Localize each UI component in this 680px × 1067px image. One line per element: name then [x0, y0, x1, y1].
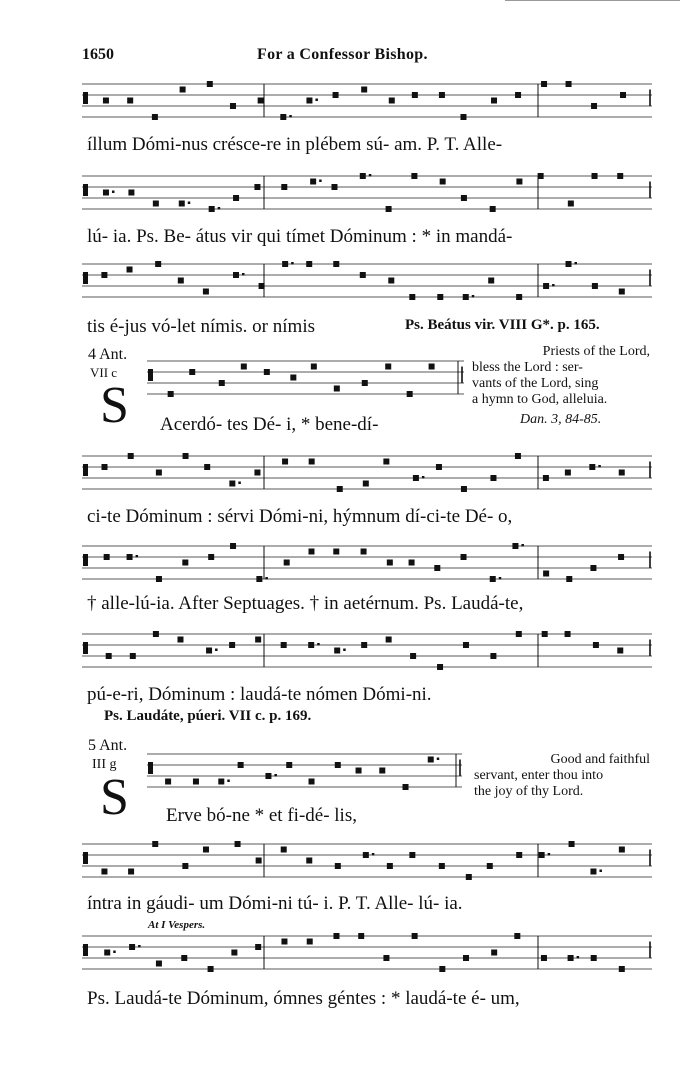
neume — [282, 459, 288, 465]
neume — [566, 576, 572, 582]
neume — [593, 642, 599, 648]
neume — [230, 103, 236, 109]
antiphon-4-mode: VII c — [90, 365, 118, 380]
neume — [568, 201, 574, 207]
neume — [466, 874, 472, 880]
mora-dot — [599, 870, 602, 873]
neume — [230, 543, 236, 549]
neume — [361, 549, 367, 555]
neume — [516, 179, 522, 185]
mora-dot — [274, 774, 277, 777]
neume — [618, 554, 624, 560]
c-clef — [83, 464, 88, 476]
translation-line: the joy of thy Lord. — [474, 784, 584, 799]
neume — [281, 184, 287, 190]
neume — [463, 294, 469, 300]
neume — [388, 278, 394, 284]
mora-dot — [136, 555, 139, 558]
neume — [409, 560, 415, 566]
neume — [591, 955, 597, 961]
neume — [619, 847, 625, 853]
neume — [129, 944, 135, 950]
neume — [256, 576, 262, 582]
neume — [127, 267, 133, 273]
neume — [231, 950, 237, 956]
neume — [235, 841, 241, 847]
neume — [619, 966, 625, 972]
neume — [590, 869, 596, 875]
neume — [181, 955, 187, 961]
neume — [428, 757, 434, 763]
neume — [128, 453, 134, 459]
neume — [386, 206, 392, 212]
antiphon-4-number: 4 Ant. — [88, 346, 128, 363]
neume — [516, 852, 522, 858]
mora-dot — [218, 207, 221, 210]
translation-line: Good and faithful — [550, 752, 650, 767]
translation-line: a hymn to God, alleluia. — [472, 392, 608, 407]
neume — [333, 549, 339, 555]
neume — [589, 464, 595, 470]
neume — [565, 261, 571, 267]
mora-dot — [112, 191, 115, 194]
neume — [333, 933, 339, 939]
page-title: For a Confessor Bishop. — [257, 46, 428, 63]
neume — [193, 779, 199, 785]
translation-line: vants of the Lord, sing — [472, 376, 599, 391]
neume — [617, 173, 623, 179]
neume — [203, 289, 209, 295]
neume — [290, 375, 296, 381]
neume — [490, 576, 496, 582]
neume — [363, 481, 369, 487]
neume — [258, 98, 264, 104]
neume — [233, 195, 239, 201]
neume — [403, 784, 409, 790]
neume — [490, 475, 496, 481]
mora-dot — [521, 544, 524, 547]
neume — [255, 944, 261, 950]
neume — [153, 631, 159, 637]
neume — [306, 98, 312, 104]
neume — [487, 863, 493, 869]
neume — [439, 966, 445, 972]
neume — [541, 955, 547, 961]
neume — [412, 92, 418, 98]
neume — [101, 272, 107, 278]
neume — [311, 364, 317, 370]
neume — [361, 642, 367, 648]
neume — [490, 206, 496, 212]
neume — [308, 549, 314, 555]
neume — [460, 114, 466, 120]
neume — [565, 631, 571, 637]
translation-line: Priests of the Lord, — [542, 344, 650, 359]
neume — [360, 272, 366, 278]
c-clef — [148, 762, 153, 774]
neume — [515, 92, 521, 98]
neume — [334, 386, 340, 392]
neume — [281, 642, 287, 648]
neume — [103, 190, 109, 196]
neume — [335, 762, 341, 768]
translation-line: bless the Lord : ser- — [472, 360, 583, 375]
c-clef — [83, 184, 88, 196]
chant-staff-6 — [82, 540, 652, 596]
neume — [565, 470, 571, 476]
mora-dot — [291, 262, 294, 265]
neume — [156, 576, 162, 582]
mora-dot — [215, 649, 218, 652]
neume — [219, 380, 225, 386]
mora-dot — [227, 780, 230, 783]
chant-staff-9 — [82, 838, 652, 894]
neume — [128, 869, 134, 875]
neume — [103, 98, 109, 104]
translation-line: servant, enter thou into — [474, 768, 604, 783]
neume — [306, 858, 312, 864]
neume — [280, 114, 286, 120]
neume — [182, 560, 188, 566]
antiphon-4-text: Acerdó- tes Dé- i, * bene-dí- — [160, 414, 379, 435]
neume — [207, 81, 213, 87]
neume — [429, 364, 435, 370]
c-clef — [83, 852, 88, 864]
neume — [256, 858, 262, 864]
neume — [182, 863, 188, 869]
neume — [306, 261, 312, 267]
chant-staff-3 — [82, 258, 652, 314]
neume — [363, 852, 369, 858]
neume — [127, 554, 133, 560]
antiphon-5-initial: S — [100, 769, 129, 826]
neume — [383, 955, 389, 961]
neume — [337, 486, 343, 492]
neume — [127, 98, 133, 104]
neume — [514, 933, 520, 939]
neume — [541, 81, 547, 87]
neume — [619, 470, 625, 476]
antiphon-5-text: Erve bó-ne * et fi-dé- lis, — [166, 805, 357, 826]
neume — [591, 103, 597, 109]
mora-dot — [372, 853, 375, 856]
neume — [204, 464, 210, 470]
lyric-line-2: lú- ia. Ps. Be- átus vir qui tímet Dóminum : * in mandá- — [87, 226, 513, 247]
neume — [592, 173, 598, 179]
neume — [412, 933, 418, 939]
neume — [437, 294, 443, 300]
scripture-reference: Dan. 3, 84-85. — [520, 412, 602, 427]
neume — [461, 195, 467, 201]
neume — [461, 486, 467, 492]
neume — [409, 852, 415, 858]
chant-staff-2 — [82, 170, 652, 226]
mora-dot — [289, 115, 292, 118]
lyric-line-5: † alle-lú-ia. After Septuages. † in aetérnum. Ps. Laudá-te, — [87, 593, 524, 614]
neume — [590, 565, 596, 571]
neume — [437, 664, 443, 670]
neume — [281, 939, 287, 945]
neume — [307, 939, 313, 945]
neume — [208, 554, 214, 560]
neume — [128, 190, 134, 196]
neume — [356, 768, 362, 774]
neume — [379, 768, 385, 774]
neume — [308, 642, 314, 648]
neume — [209, 206, 215, 212]
neume — [385, 364, 391, 370]
mora-dot — [315, 99, 318, 102]
neume — [168, 391, 174, 397]
neume — [569, 841, 575, 847]
rubric-note: At I Vespers. — [148, 919, 206, 931]
neume — [333, 261, 339, 267]
mora-dot — [238, 482, 241, 485]
neume — [491, 98, 497, 104]
neume — [512, 543, 518, 549]
mora-dot — [499, 577, 502, 580]
neume — [254, 184, 260, 190]
neume — [539, 852, 545, 858]
neume — [538, 173, 544, 179]
mora-dot — [598, 465, 601, 468]
neume — [516, 294, 522, 300]
mora-dot — [437, 758, 440, 761]
c-clef — [83, 92, 88, 104]
neume — [331, 184, 337, 190]
mora-dot — [472, 295, 475, 298]
neume — [543, 571, 549, 577]
neume — [463, 642, 469, 648]
mora-dot — [369, 174, 372, 177]
neume — [152, 841, 158, 847]
mora-dot — [574, 262, 577, 265]
lyric-line-8: Ps. Laudá-te Dóminum, ómnes géntes : * laudá-te é- um, — [87, 988, 520, 1009]
neume — [407, 391, 413, 397]
lyric-line-4: ci-te Dóminum : sérvi Dómi-ni, hýmnum dí-ci-te Dé- o, — [87, 506, 513, 527]
mora-dot — [577, 956, 580, 959]
mora-dot — [317, 643, 320, 646]
neume — [233, 272, 239, 278]
neume — [617, 648, 623, 654]
neume — [434, 565, 440, 571]
mora-dot — [343, 649, 346, 652]
mora-dot — [113, 951, 116, 954]
neume — [254, 470, 260, 476]
neume — [334, 648, 340, 654]
neume — [515, 453, 521, 459]
chant-staff-5 — [82, 450, 652, 506]
antiphon-4-initial: S — [100, 377, 129, 434]
neume — [335, 863, 341, 869]
neume — [179, 201, 185, 207]
neume — [566, 81, 572, 87]
neume — [241, 364, 247, 370]
chant-staff-4 — [147, 355, 464, 411]
neume — [387, 863, 393, 869]
neume — [490, 653, 496, 659]
antiphon-5-number: 5 Ant. — [88, 737, 128, 754]
neume — [383, 459, 389, 465]
neume — [619, 289, 625, 295]
neume — [387, 560, 393, 566]
neume — [358, 933, 364, 939]
neume — [491, 950, 497, 956]
c-clef — [83, 642, 88, 654]
neume — [229, 481, 235, 487]
chant-staff-1 — [82, 78, 652, 134]
neume — [409, 294, 415, 300]
neume — [156, 470, 162, 476]
neume — [178, 278, 184, 284]
neume — [361, 87, 367, 93]
neume — [386, 637, 392, 643]
neume — [101, 869, 107, 875]
neume — [183, 453, 189, 459]
neume — [255, 637, 261, 643]
mora-dot — [319, 180, 322, 183]
neume — [310, 179, 316, 185]
neume — [177, 637, 183, 643]
neume — [281, 847, 287, 853]
lyric-line-1: íllum Dómi-nus crésce-re in plébem sú- am. P. T. Alle- — [87, 134, 503, 155]
page-number: 1650 — [82, 46, 114, 63]
neume — [153, 201, 159, 207]
neume — [156, 961, 162, 967]
neume — [102, 464, 108, 470]
neume — [152, 114, 158, 120]
neume — [189, 369, 195, 375]
neume — [165, 779, 171, 785]
mora-dot — [548, 853, 551, 856]
neume — [411, 173, 417, 179]
mora-dot — [242, 273, 245, 276]
neume — [542, 631, 548, 637]
neume — [238, 762, 244, 768]
chant-staff-8 — [147, 748, 462, 804]
neume — [333, 92, 339, 98]
antiphon-5-mode: III g — [92, 757, 117, 772]
neume — [543, 283, 549, 289]
mora-dot — [265, 577, 268, 580]
neume — [362, 380, 368, 386]
neume — [264, 369, 270, 375]
neume — [592, 283, 598, 289]
mora-dot — [552, 284, 555, 287]
neume — [410, 653, 416, 659]
neume — [543, 475, 549, 481]
neume — [413, 475, 419, 481]
neume — [568, 955, 574, 961]
c-clef — [83, 272, 88, 284]
neume — [284, 560, 290, 566]
neume — [439, 863, 445, 869]
neume — [463, 955, 469, 961]
chant-staff-7 — [82, 628, 652, 684]
neume — [229, 642, 235, 648]
neume — [309, 459, 315, 465]
neume — [439, 92, 445, 98]
lyric-line-3: tis é-jus vó-let nímis. or nímis — [87, 316, 315, 337]
antiphon-5-translation — [474, 752, 650, 800]
neume — [218, 779, 224, 785]
neume — [180, 87, 186, 93]
neume — [360, 173, 366, 179]
neume — [130, 653, 136, 659]
neume — [206, 648, 212, 654]
top-rule — [505, 0, 680, 1]
neume — [389, 98, 395, 104]
lyric-line-7: íntra in gáudi- um Dómi-ni tú- i. P. T. Alle- lú- ia. — [87, 893, 463, 914]
c-clef — [83, 944, 88, 956]
antiphon-4-translation — [472, 344, 650, 408]
c-clef — [83, 554, 88, 566]
neume — [516, 631, 522, 637]
c-clef — [148, 369, 153, 381]
neume — [620, 92, 626, 98]
neume — [436, 464, 442, 470]
neume — [106, 653, 112, 659]
neume — [265, 773, 271, 779]
psalm-reference-2: Ps. Laudáte, púeri. VII c. p. 169. — [104, 708, 312, 724]
mora-dot — [188, 202, 191, 205]
mora-dot — [422, 476, 425, 479]
neume — [104, 950, 110, 956]
neume — [286, 762, 292, 768]
lyric-line-6: pú-e-ri, Dóminum : laudá-te nómen Dómi-ni. — [87, 684, 432, 705]
page-header — [82, 46, 652, 68]
neume — [104, 554, 110, 560]
neume — [203, 847, 209, 853]
chant-staff-10 — [82, 930, 652, 986]
neume — [282, 261, 288, 267]
neume — [461, 554, 467, 560]
mora-dot — [138, 945, 141, 948]
neume — [208, 966, 214, 972]
neume — [309, 779, 315, 785]
neume — [440, 179, 446, 185]
psalm-reference-1: Ps. Beátus vir. VIII G*. p. 165. — [405, 317, 600, 333]
neume — [155, 261, 161, 267]
neume — [488, 278, 494, 284]
